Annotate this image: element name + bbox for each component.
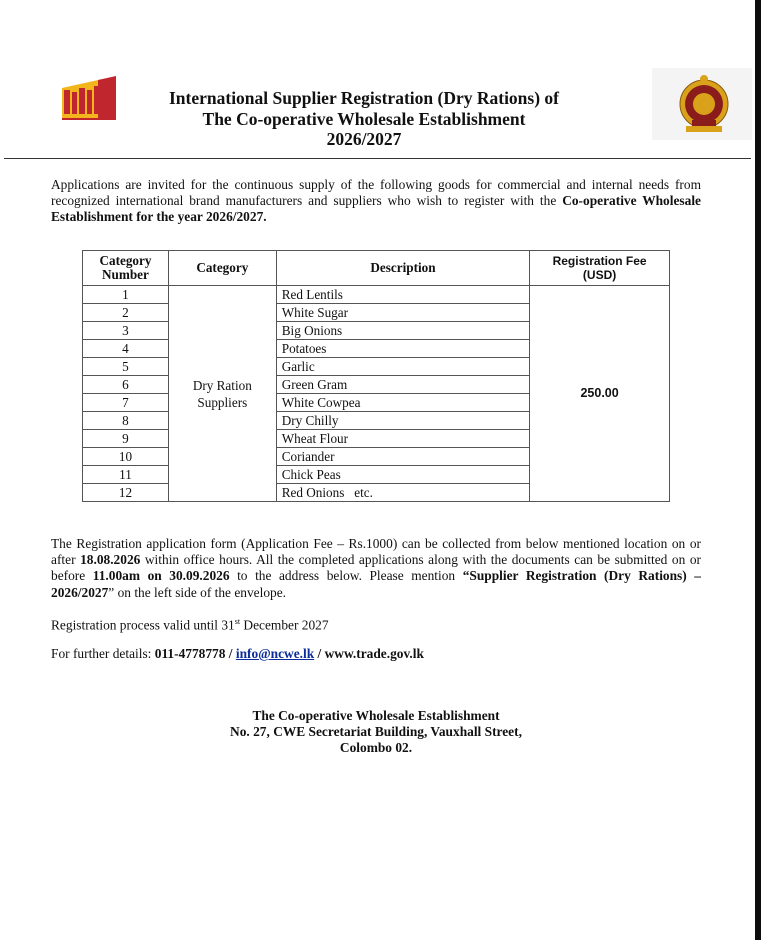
description: Potatoes bbox=[276, 340, 529, 358]
collection-text-2: within office hours. All the completed applications along with the documents can be submitted on or before bbox=[51, 552, 702, 584]
category-number: 1 bbox=[83, 286, 169, 304]
category-number: 3 bbox=[83, 322, 169, 340]
category-number: 7 bbox=[83, 394, 169, 412]
header-registration-fee: Registration Fee (USD) bbox=[530, 251, 670, 286]
category-number: 8 bbox=[83, 412, 169, 430]
intro-bold-text: Co-operative Wholesale Establishment for the year 2026/2027. bbox=[51, 193, 701, 225]
registration-fee: 250.00 bbox=[530, 286, 670, 502]
category-number: 10 bbox=[83, 448, 169, 466]
contact-details bbox=[51, 646, 701, 662]
goods-table bbox=[82, 250, 670, 502]
website-text: www.trade.gov.lk bbox=[324, 646, 424, 661]
category-number: 9 bbox=[83, 430, 169, 448]
validity-sup: st bbox=[234, 617, 241, 626]
validity-line bbox=[51, 614, 701, 634]
details-label: For further details: bbox=[51, 646, 155, 661]
description: Wheat Flour bbox=[276, 430, 529, 448]
address-block bbox=[150, 708, 602, 756]
category-number: 6 bbox=[83, 376, 169, 394]
description: Big Onions bbox=[276, 322, 529, 340]
document-title bbox=[150, 88, 578, 150]
table-row bbox=[83, 286, 670, 304]
description: Dry Chilly bbox=[276, 412, 529, 430]
collection-paragraph bbox=[51, 536, 701, 601]
contact-email-link[interactable]: info@ncwe.lk bbox=[235, 646, 315, 661]
sri-lanka-emblem-icon bbox=[652, 68, 752, 140]
description: White Cowpea bbox=[276, 394, 529, 412]
category-number: 2 bbox=[83, 304, 169, 322]
description: Red Lentils bbox=[276, 286, 529, 304]
title-line-2: The Co-operative Wholesale Establishment bbox=[202, 108, 526, 129]
validity-text: Registration process valid until 31 bbox=[51, 617, 235, 633]
category-number: 11 bbox=[83, 466, 169, 484]
category-cell: Dry Ration Suppliers bbox=[168, 286, 276, 502]
title-line-1: International Supplier Registration (Dry Rations) of bbox=[168, 88, 560, 108]
window-edge bbox=[755, 0, 761, 940]
table-header-row bbox=[83, 251, 670, 286]
collection-text-1: The Registration application form (Application Fee – Rs.1000) can be collected from below mentioned location on or after bbox=[51, 536, 701, 568]
description: Chick Peas bbox=[276, 466, 529, 484]
envelope-mention: “Supplier Registration (Dry Rations) – 2026/2027 bbox=[51, 568, 701, 600]
category-number: 5 bbox=[83, 358, 169, 376]
collection-text-3: to the address below. Please mention bbox=[229, 568, 463, 584]
category-number: 4 bbox=[83, 340, 169, 358]
intro-text: Applications are invited for the continuous supply of the following goods for commercial and internal needs from recognized international brand manufacturers and suppliers who wish to register with the bbox=[51, 177, 701, 209]
details-separator: / bbox=[314, 646, 325, 661]
contact-phone: 011-4778778 bbox=[154, 646, 226, 661]
header-divider bbox=[4, 158, 751, 159]
address-line-3: Colombo 02. bbox=[339, 740, 413, 755]
title-line-3: 2026/2027 bbox=[326, 129, 402, 149]
intro-paragraph bbox=[51, 177, 701, 226]
category-number: 12 bbox=[83, 484, 169, 502]
collection-text-4: ” on the left side of the envelope. bbox=[108, 584, 287, 600]
header-category-number: Category Number bbox=[83, 251, 169, 286]
validity-rest: December 2027 bbox=[240, 617, 329, 633]
description: Coriander bbox=[276, 448, 529, 466]
description: Red Onions etc. bbox=[276, 484, 529, 502]
description: Green Gram bbox=[276, 376, 529, 394]
collection-date: 18.08.2026 bbox=[80, 552, 141, 568]
address-line-2: No. 27, CWE Secretariat Building, Vauxhall Street, bbox=[230, 724, 522, 739]
submission-deadline: 11.00am on 30.09.2026 bbox=[92, 568, 230, 584]
address-line-1: The Co-operative Wholesale Establishment bbox=[252, 708, 500, 723]
details-separator: / bbox=[225, 646, 236, 661]
description: Garlic bbox=[276, 358, 529, 376]
header-description: Description bbox=[276, 251, 529, 286]
header-category: Category bbox=[168, 251, 276, 286]
description: White Sugar bbox=[276, 304, 529, 322]
sathosa-logo-icon bbox=[58, 74, 120, 124]
